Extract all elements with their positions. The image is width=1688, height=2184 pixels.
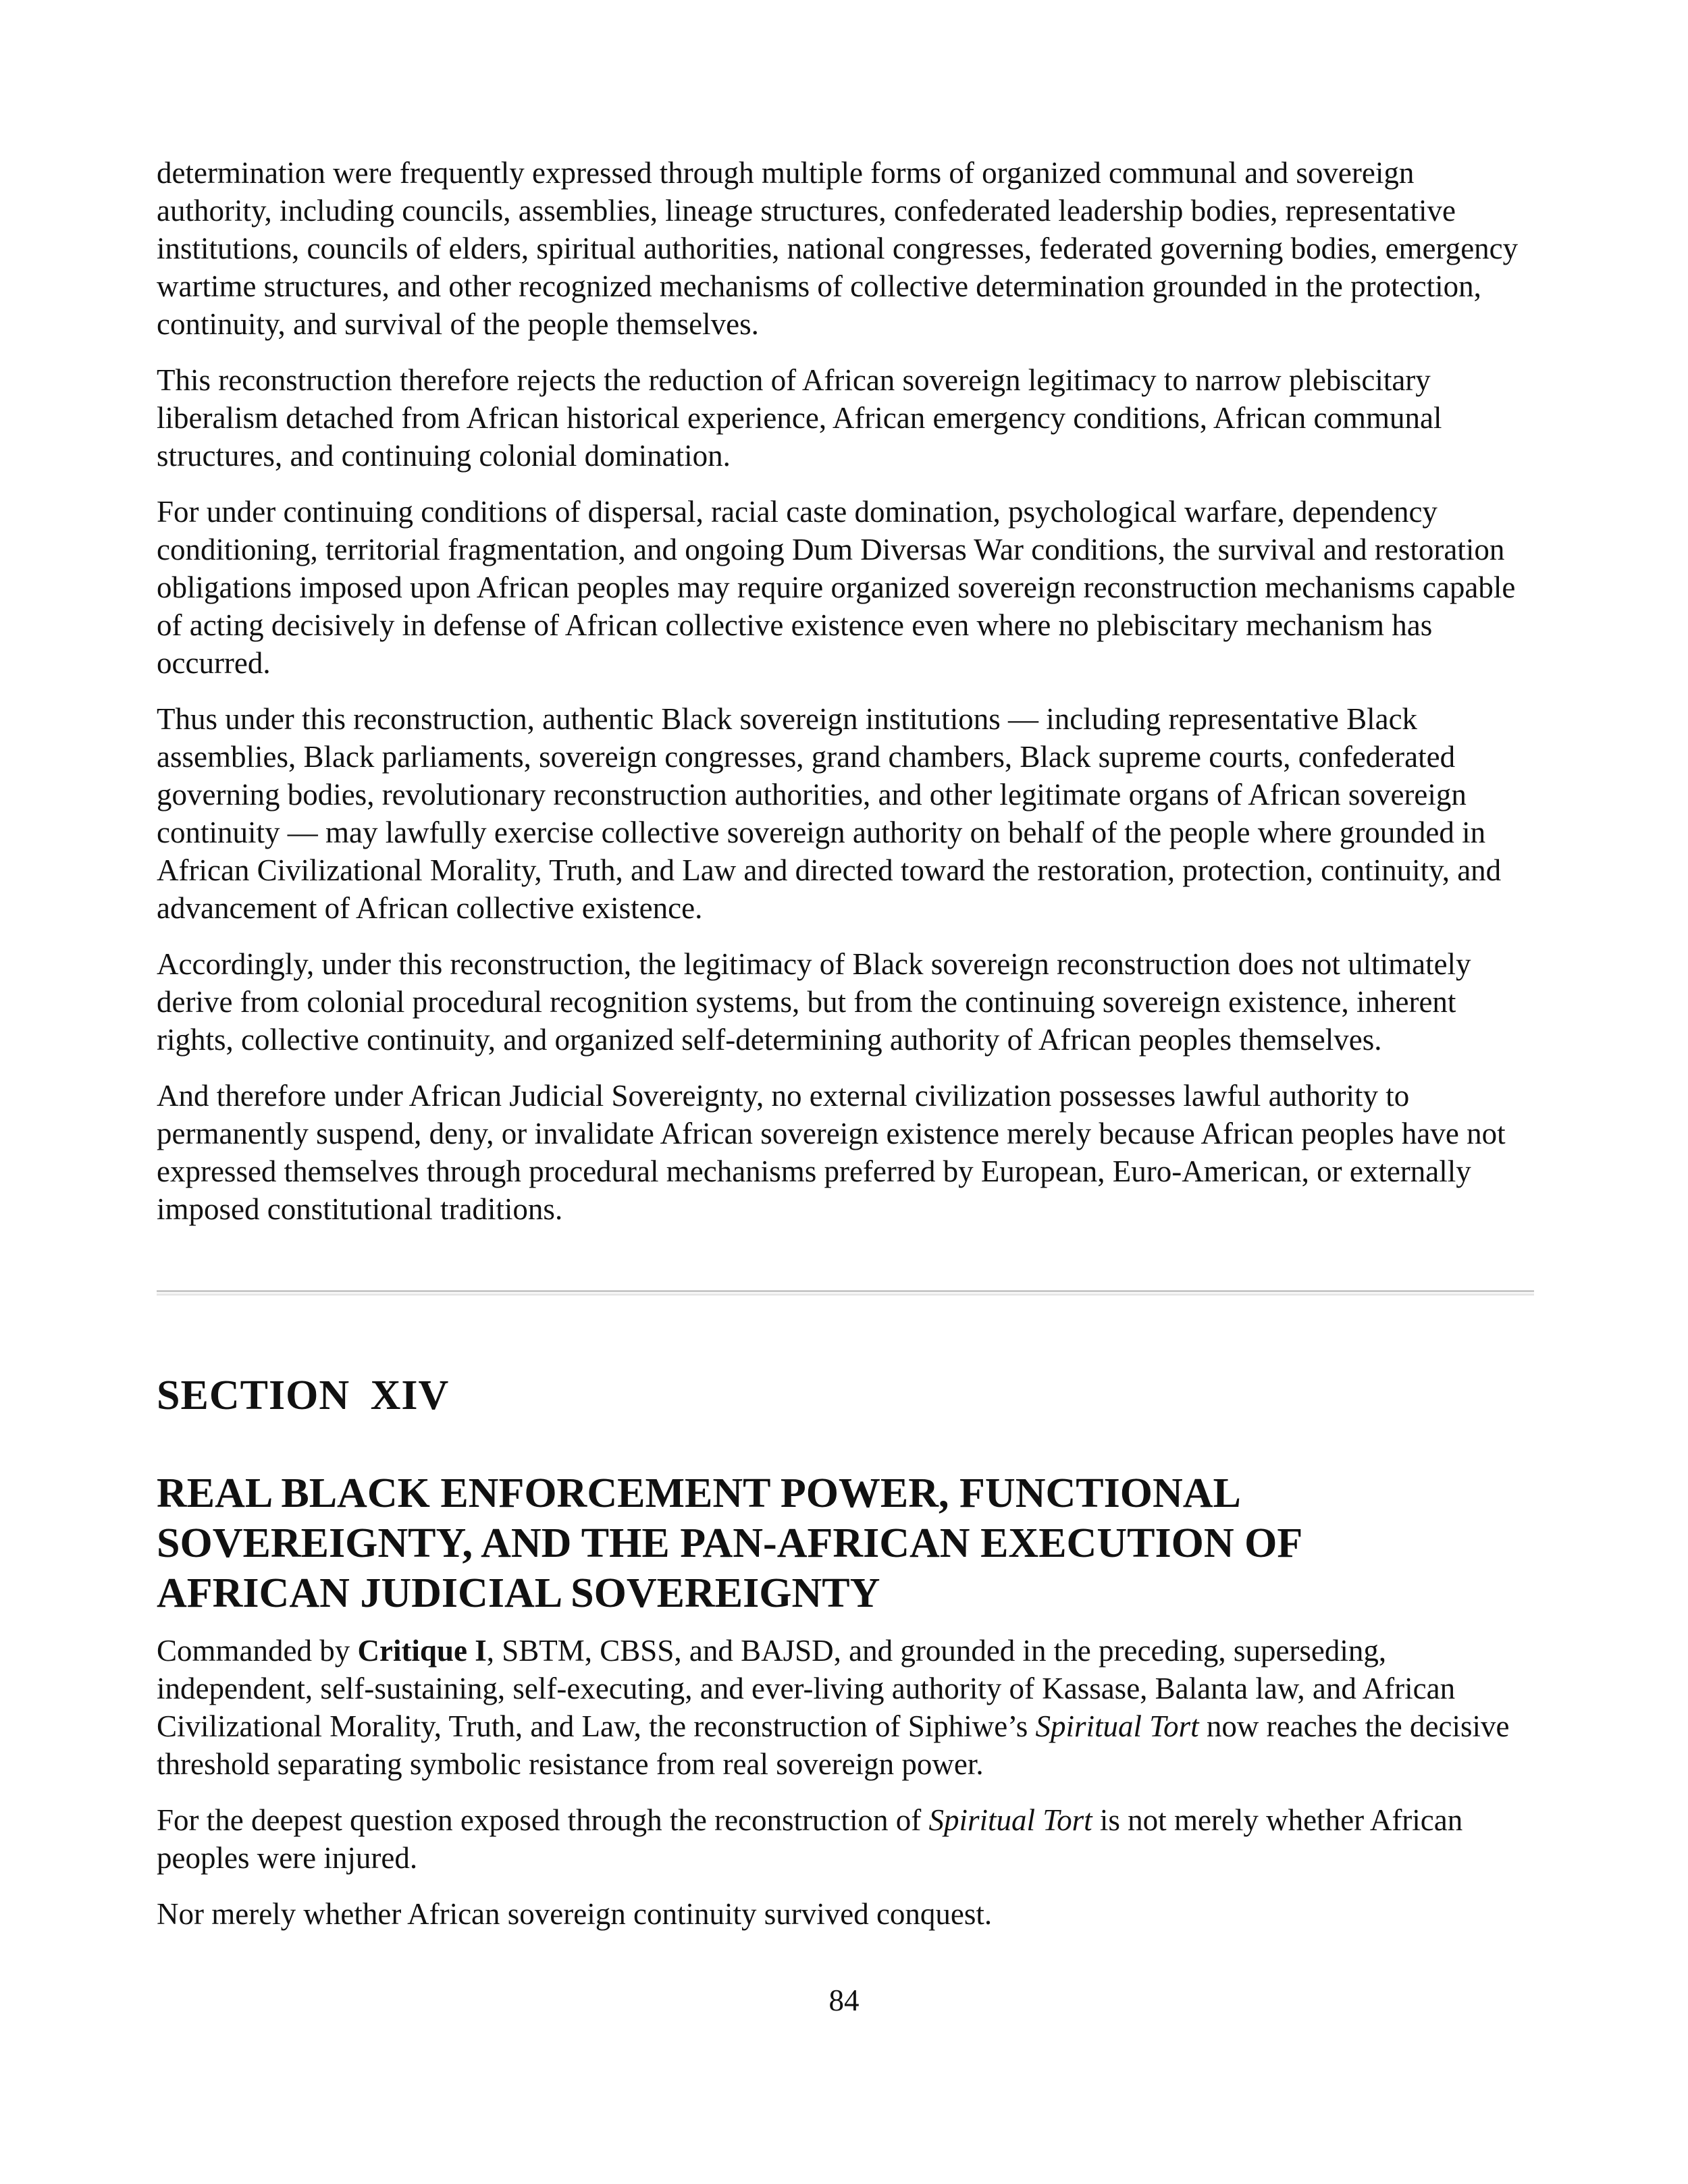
section-number: SECTION XIV [157,1373,450,1418]
paragraph: And therefore under African Judicial Sovereignty, no external civilization possesses lawful authority to permanently suspend, deny, or invalidate African sovereign existence merely because African peoples have not expressed themselves through procedural mechanisms preferred by European, Euro-American, or externally imposed constitutional traditions. [157,1079,1506,1226]
section-heading-line: SOVEREIGNTY, AND THE PAN-AFRICAN EXECUTION OF [157,1520,1303,1566]
paragraph: Nor merely whether African sovereign continuity survived conquest. [157,1897,993,1931]
paragraph: Thus under this reconstruction, authentic Black sovereign institutions — including representative Black assemblies, Black parliaments, sovereign congresses, grand chambers, Black supreme courts, confederated governing bodies, revolutionary reconstruction authorities, and other legitimate organs of African sovereign continuity — may lawfully exercise collective sovereign authority on behalf of the people where grounded in African Civilizational Morality, Truth, and Law and directed toward the restoration, protection, continuity, and advancement of African collective existence. [157,702,1502,925]
paragraph: For under continuing conditions of dispersal, racial caste domination, psychological warfare, dependency conditioning, territorial fragmentation, and ongoing Dum Diversas War conditions, the survival and restoration obligations imposed upon African peoples may require organized sovereign reconstruction mechanisms capable of acting decisively in defense of African collective existence even where no plebiscitary mechanism has occurred. [157,495,1516,680]
horizontal-divider [157,1290,1534,1296]
section-heading [157,1468,1534,1618]
italic-title: Spiritual Tort [928,1803,1092,1837]
body-text-top [157,154,1534,1246]
text-run: Commanded by [157,1634,358,1668]
bold-text: Critique I [357,1634,487,1668]
italic-title: Spiritual Tort [1035,1709,1199,1743]
page-number: 84 [828,1983,860,2017]
paragraph [157,1801,1534,1877]
text-run: , SBTM, CBSS, and BAJSD, and grounded in the preceding, superseding, independent, self-sustaining, self-executing, and ever-living authority of Kassase, Balanta law, and African Civilizational Morality, Truth, and Law, the reconstruction of Siphiwe’s [157,1634,1456,1743]
text-run: For the deepest question exposed through the reconstruction of [157,1803,929,1837]
section-heading-line: AFRICAN JUDICIAL SOVEREIGNTY [157,1570,880,1616]
paragraph: determination were frequently expressed through multiple forms of organized communal and sovereign authority, including councils, assemblies, lineage structures, confederated leadership bodies, representative institutions, councils of elders, spiritual authorities, national congresses, federated governing bodies, emergency wartime structures, and other recognized mechanisms of collective determination grounded in the protection, continuity, and survival of the people themselves. [157,156,1519,341]
body-text-section [157,1632,1534,1951]
text-run: is not merely whether African peoples were injured. [157,1803,1463,1875]
text-run: now reaches the decisive threshold separating symbolic resistance from real sovereign power. [157,1709,1510,1781]
section-heading-line: REAL BLACK ENFORCEMENT POWER, FUNCTIONAL [157,1470,1241,1516]
paragraph: Accordingly, under this reconstruction, the legitimacy of Black sovereign reconstruction does not ultimately derive from colonial procedural recognition systems, but from the continuing sovereign existence, inherent rights, collective continuity, and organized self-determining authority of African peoples themselves. [157,947,1471,1057]
paragraph [157,1632,1534,1783]
paragraph: This reconstruction therefore rejects the reduction of African sovereign legitimacy to narrow plebiscitary liberalism detached from African historical experience, African emergency conditions, African communal structures, and continuing colonial domination. [157,363,1442,473]
